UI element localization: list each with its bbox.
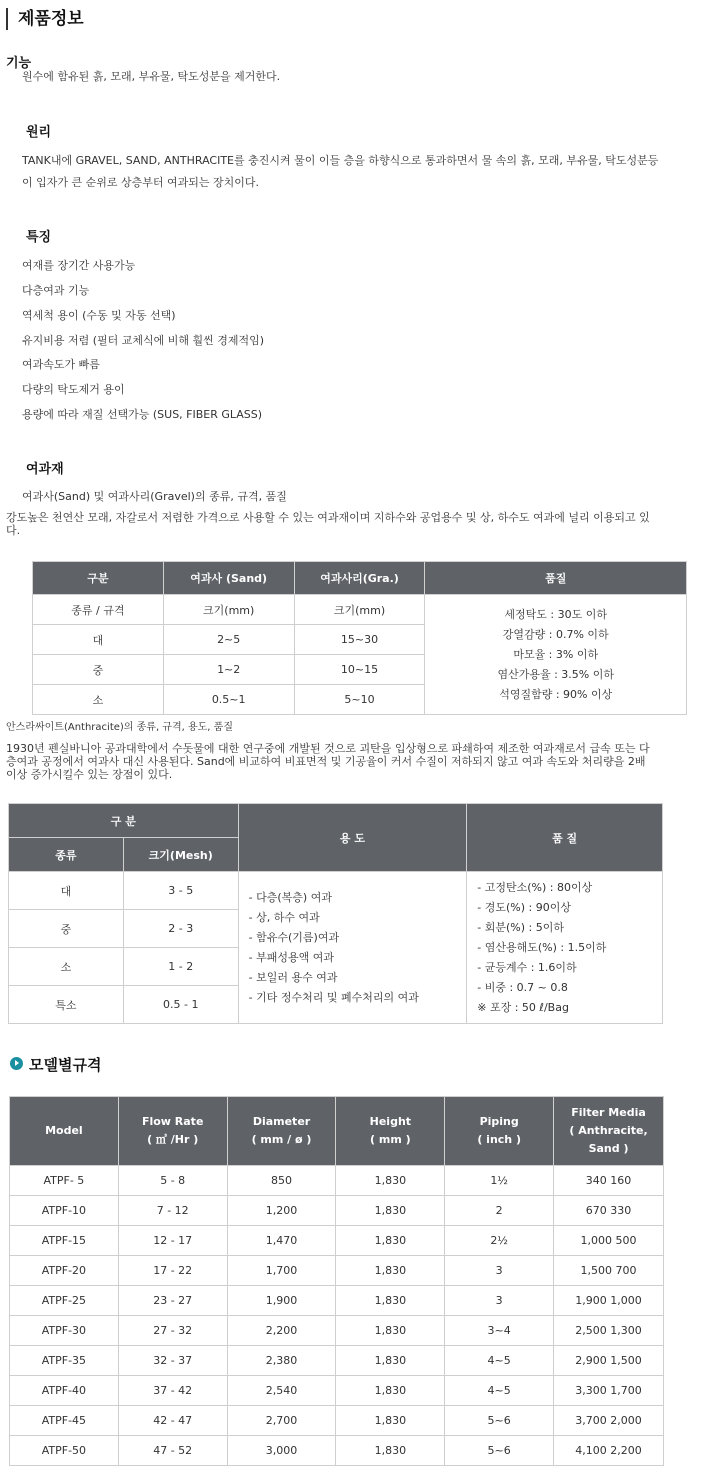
quality-item: ※ 포장 : 50 ℓ/Bag [477,1000,569,1014]
header-height [336,1097,445,1166]
table-cell: 3,700 2,000 [554,1406,664,1436]
table-row [10,1166,664,1196]
features-heading: 특징 [26,230,52,245]
table-cell: 2,540 [227,1376,336,1406]
header-line: ( mm / ø ) [251,1133,312,1146]
table-cell: 종류 / 규격 [33,595,164,625]
use-item: - 다층(복층) 여과 [248,890,332,904]
table-cell: ATPF-10 [10,1196,119,1226]
quality-item: - 균등계수 : 1.6이하 [477,960,577,974]
table-cell: 1,470 [227,1226,336,1256]
header-line: ( Anthracite, [569,1124,648,1137]
quality-item: - 고정탄소(%) : 80이상 [477,880,593,894]
table-cell: 2~5 [163,625,294,655]
quality-cell [425,595,687,715]
use-cell [238,872,467,1024]
header-line: Flow Rate [141,1115,204,1128]
table-cell: 47 - 52 [118,1436,227,1466]
table-cell: 1,830 [336,1226,445,1256]
table-cell: 소 [33,685,164,715]
table-cell: ATPF-50 [10,1436,119,1466]
header-type: 종류 [9,838,124,872]
header-sand: 여과사 (Sand) [163,562,294,595]
table-cell: 크기(mm) [294,595,425,625]
quality-item: 석영질함량 : 90% 이상 [499,687,613,701]
model-spec-title: 모델별규격 [29,1056,102,1074]
function-heading: 기능 [6,56,32,71]
table-cell: 소 [9,948,124,986]
header-line: ( inch ) [477,1133,521,1146]
table-row [10,1316,664,1346]
table-cell: 1,830 [336,1196,445,1226]
table-cell: ATPF-30 [10,1316,119,1346]
table-cell: ATPF- 5 [10,1166,119,1196]
table-row [10,1436,664,1466]
table-row [10,1256,664,1286]
table-cell: 2,500 1,300 [554,1316,664,1346]
quality-item: - 염산용해도(%) : 1.5이하 [477,940,607,954]
table-cell: 1,900 [227,1286,336,1316]
model-spec-table [9,1096,664,1466]
feature-item: 유지비용 저렴 (필터 교체식에 비해 훨씬 경제적임) [22,334,265,347]
table-cell: 1,000 500 [554,1226,664,1256]
table-row [10,1286,664,1316]
table-cell: 5~10 [294,685,425,715]
header-model [10,1097,119,1166]
table-cell: 2½ [445,1226,554,1256]
table-cell: 15~30 [294,625,425,655]
header-quality: 품 질 [467,804,663,872]
table-cell: ATPF-20 [10,1256,119,1286]
header-flow-rate [118,1097,227,1166]
table-cell: ATPF-15 [10,1226,119,1256]
table-cell: 3~4 [445,1316,554,1346]
table-cell: 1,500 700 [554,1256,664,1286]
feature-item: 역세척 용이 (수동 및 자동 선택) [22,309,176,322]
header-line: Height [369,1115,412,1128]
sand-gravel-table [32,561,687,715]
table-cell: 4,100 2,200 [554,1436,664,1466]
sand-caption: 여과사(Sand) 및 여과사리(Gravel)의 종류, 규격, 품질 [22,490,287,503]
header-line: Diameter [252,1115,311,1128]
table-cell: ATPF-35 [10,1346,119,1376]
table-cell: 4~5 [445,1346,554,1376]
table-cell: 1,830 [336,1436,445,1466]
table-cell: 2 [445,1196,554,1226]
table-cell: 5~6 [445,1406,554,1436]
table-cell: 1,900 1,000 [554,1286,664,1316]
function-text: 원수에 함유된 흙, 모래, 부유물, 탁도성분을 제거한다. [22,70,281,83]
table-cell: 4~5 [445,1376,554,1406]
quality-item: 마모율 : 3% 이하 [513,647,599,661]
header-line: ( mm ) [370,1133,411,1146]
table-cell: 1,200 [227,1196,336,1226]
header-diameter [227,1097,336,1166]
table-cell: 42 - 47 [118,1406,227,1436]
table-cell: 670 330 [554,1196,664,1226]
table-cell: 5 - 8 [118,1166,227,1196]
anthracite-caption: 안스라싸이트(Anthracite)의 종류, 규격, 용도, 품질 [6,722,233,733]
feature-item: 여재를 장기간 사용가능 [22,259,136,272]
table-row [10,1226,664,1256]
media-heading: 여과재 [26,462,64,477]
sand-description-line-1: 강도높은 천연산 모래, 자갈로서 저렴한 가격으로 사용할 수 있는 여과재이며 지하수와 공업용수 및 상, 하수도 여과에 널리 이용되고 있 [6,511,650,524]
table-cell: 850 [227,1166,336,1196]
anthracite-description-line-1: 1930년 펜실바니아 공과대학에서 수돗물에 대한 연구중에 개발된 것으로 괴탄을 입상형으로 파쇄하여 제조한 여과재로서 급속 또는 다 [6,742,650,755]
feature-item: 다량의 탁도제거 용이 [22,383,125,396]
quality-item: 강열감량 : 0.7% 이하 [502,627,609,641]
feature-item: 용량에 따라 재질 선택가능 (SUS, FIBER GLASS) [22,408,263,421]
header-line: Filter Media [571,1106,646,1119]
table-cell: 3,300 1,700 [554,1376,664,1406]
table-cell: 27 - 32 [118,1316,227,1346]
table-cell: 대 [33,625,164,655]
table-cell: 340 160 [554,1166,664,1196]
table-cell: ATPF-25 [10,1286,119,1316]
principle-heading: 원리 [26,125,52,140]
table-cell: 3,000 [227,1436,336,1466]
use-item: - 상, 하수 여과 [248,910,320,924]
table-row [10,1196,664,1226]
quality-item: - 회분(%) : 5이하 [477,920,564,934]
header-quality: 품질 [425,562,687,595]
quality-item: 세정탁도 : 30도 이하 [504,607,607,621]
header-line: Piping [479,1115,519,1128]
table-cell: 1,830 [336,1286,445,1316]
use-item: - 보일러 용수 여과 [248,970,338,984]
header-line: ( ㎥ /Hr ) [147,1133,199,1146]
table-cell: 0.5 - 1 [123,986,238,1024]
table-cell: 37 - 42 [118,1376,227,1406]
use-item: - 부패성용액 여과 [248,950,335,964]
table-cell: 2,380 [227,1346,336,1376]
quality-item: 염산가용율 : 3.5% 이하 [497,667,614,681]
table-cell: 대 [9,872,124,910]
table-cell: 중 [33,655,164,685]
table-cell: 2,200 [227,1316,336,1346]
table-cell: 7 - 12 [118,1196,227,1226]
model-rows [10,1166,664,1466]
table-cell: 12 - 17 [118,1226,227,1256]
table-cell: 1~2 [163,655,294,685]
anthracite-table [8,803,663,1024]
table-cell: 10~15 [294,655,425,685]
circle-arrow-icon [10,1057,23,1070]
table-cell: 1,830 [336,1316,445,1346]
header-size: 크기(Mesh) [123,838,238,872]
table-cell: 5~6 [445,1436,554,1466]
table-cell: 크기(mm) [163,595,294,625]
table-cell: 0.5~1 [163,685,294,715]
table-cell: 1,830 [336,1406,445,1436]
header-category-group: 구 분 [9,804,239,838]
table-cell: 1,830 [336,1166,445,1196]
anthracite-description-line-2: 층여과 공정에서 여과사 대신 사용된다. Sand에 비교하여 비표면적 및 기공율이 커서 수질이 저하되지 않고 여과 속도와 처리량을 2배 [6,755,646,768]
use-item: - 함유수(기름)여과 [248,930,340,944]
use-item: - 기타 정수처리 및 폐수처리의 여과 [248,990,419,1004]
table-cell: 1,830 [336,1256,445,1286]
sand-description-line-2: 다. [6,524,21,537]
header-category: 구분 [33,562,164,595]
page-title: 제품정보 [6,8,84,30]
header-line: Model [45,1124,83,1137]
table-row [10,1346,664,1376]
header-gravel: 여과사리(Gra.) [294,562,425,595]
header-line: Sand ) [588,1142,629,1155]
table-cell: 3 [445,1286,554,1316]
table-cell: 1 - 2 [123,948,238,986]
feature-item: 여과속도가 빠름 [22,358,100,371]
quality-cell [467,872,663,1024]
table-cell: 32 - 37 [118,1346,227,1376]
table-cell: ATPF-45 [10,1406,119,1436]
table-cell: 특소 [9,986,124,1024]
table-row [10,1376,664,1406]
principle-line-2: 이 입자가 큰 순위로 상층부터 여과되는 장치이다. [22,176,259,189]
table-cell: 23 - 27 [118,1286,227,1316]
header-use: 용 도 [238,804,467,872]
quality-item: - 경도(%) : 90이상 [477,900,571,914]
quality-item: - 비중 : 0.7 ~ 0.8 [477,980,568,994]
table-cell: 1,700 [227,1256,336,1286]
table-cell: 1,830 [336,1376,445,1406]
table-cell: 1½ [445,1166,554,1196]
table-cell: 3 - 5 [123,872,238,910]
principle-line-1: TANK내에 GRAVEL, SAND, ANTHRACITE를 충진시켜 물이 이들 층을 하향식으로 통과하면서 물 속의 흙, 모래, 부유물, 탁도성분등 [22,154,659,167]
table-cell: 2,900 1,500 [554,1346,664,1376]
table-cell: 17 - 22 [118,1256,227,1286]
table-row [10,1406,664,1436]
table-cell: 중 [9,910,124,948]
feature-item: 다층여과 기능 [22,284,90,297]
header-piping [445,1097,554,1166]
table-cell: 3 [445,1256,554,1286]
header-filter-media [554,1097,664,1166]
table-cell: 2 - 3 [123,910,238,948]
table-cell: 2,700 [227,1406,336,1436]
table-cell: 1,830 [336,1346,445,1376]
table-cell: ATPF-40 [10,1376,119,1406]
anthracite-description-line-3: 이상 증가시킬수 있는 장점이 있다. [6,768,173,781]
